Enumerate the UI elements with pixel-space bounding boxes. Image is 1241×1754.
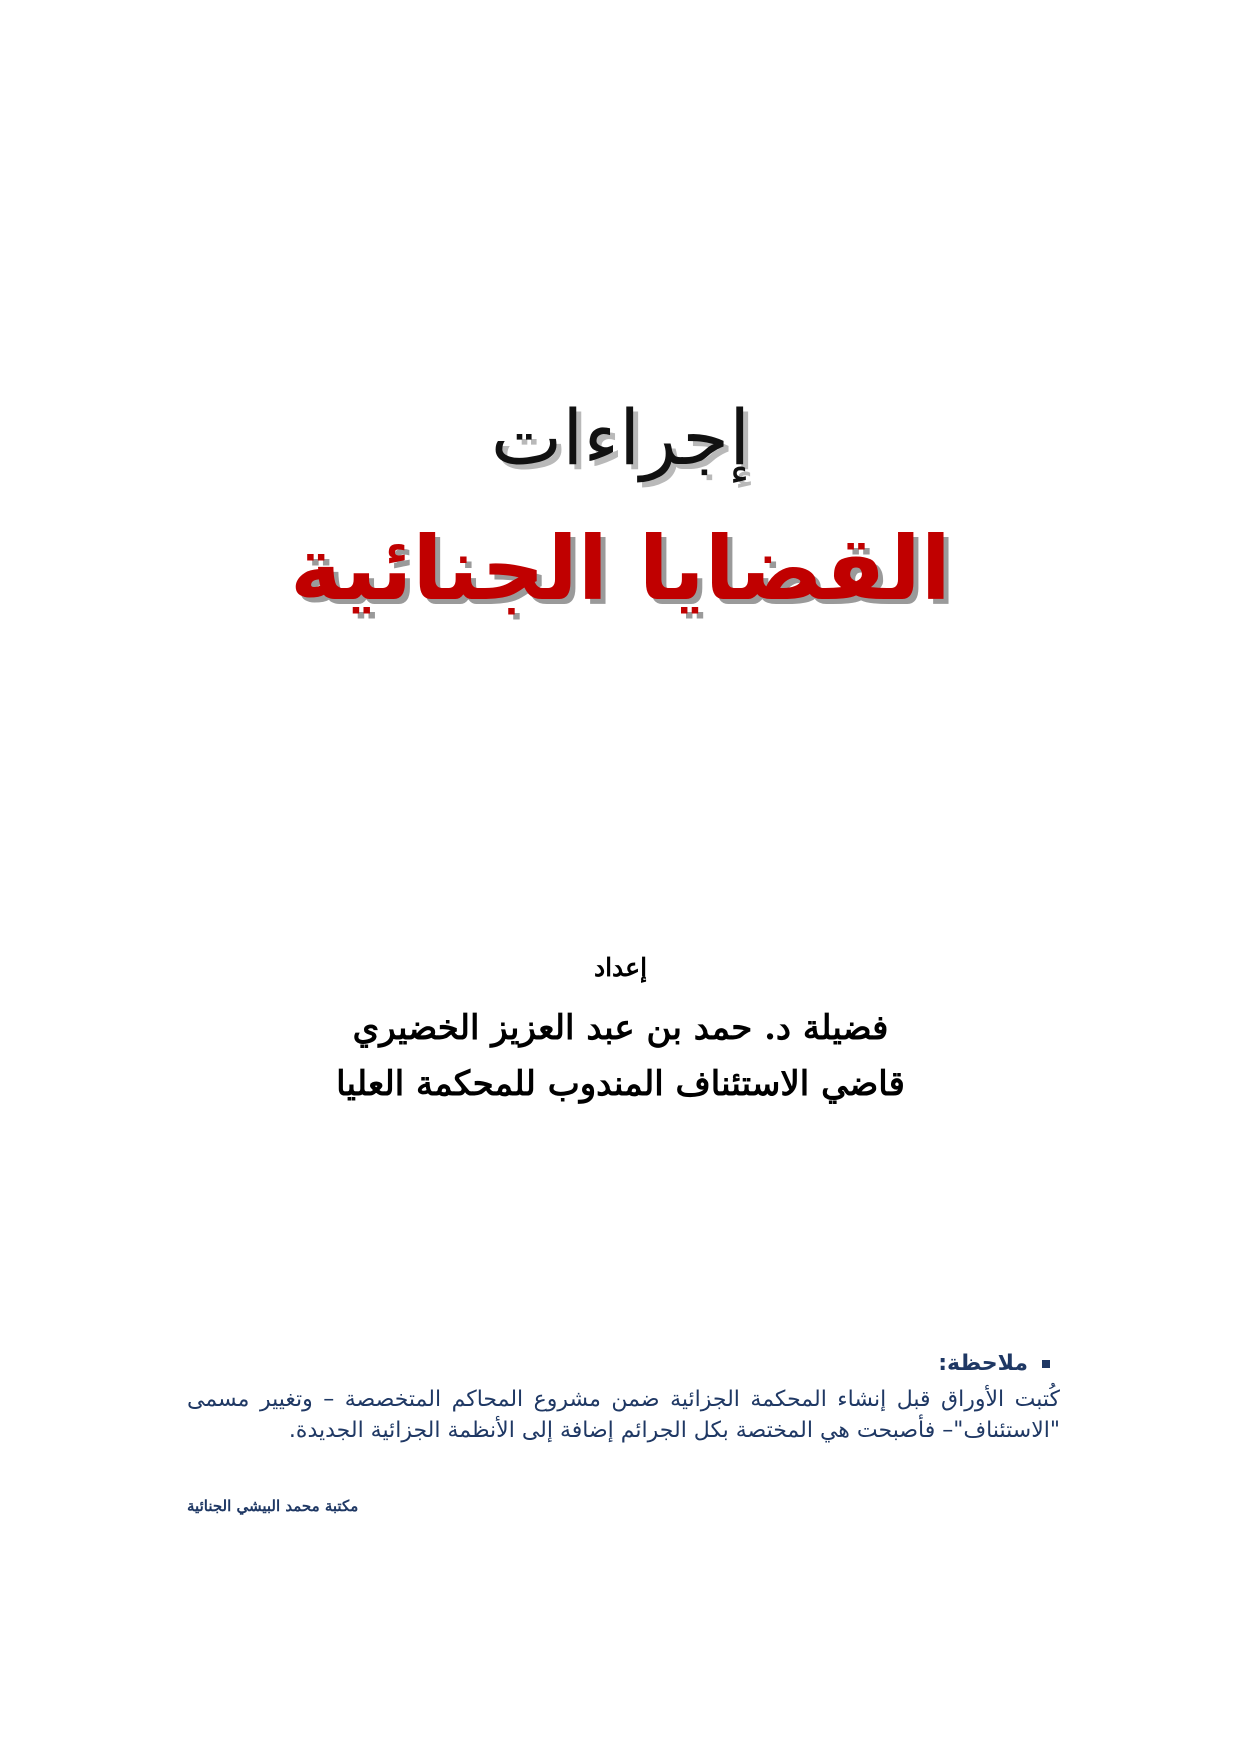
note-heading: ملاحظة: <box>938 1351 1028 1376</box>
note-text: كُتبت الأوراق قبل إنشاء المحكمة الجزائية ضمن مشروع المحاكم المتخصصة – وتغيير مسمى "الاستئناف"– فأصبحت هي المختصة بكل الجرائم إضافة إلى الأنظمة الجزائية الجديدة. <box>187 1387 1060 1443</box>
author-position: قاضي الاستئناف المندوب للمحكمة العليا <box>336 1064 905 1104</box>
author-name: فضيلة د. حمد بن عبد العزيز الخضيري <box>352 1008 889 1048</box>
library-credit: مكتبة محمد البيشي الجنائية <box>187 1497 359 1515</box>
note-section <box>187 1348 1060 1446</box>
square-bullet-icon <box>1042 1360 1050 1368</box>
prepared-by-label: إعداد <box>593 953 648 982</box>
title-line-1: إجراءات <box>490 393 751 482</box>
note-heading-row <box>187 1348 1060 1380</box>
author-block <box>0 948 1241 1112</box>
title-line-2: القضايا الجنائية <box>290 517 951 620</box>
